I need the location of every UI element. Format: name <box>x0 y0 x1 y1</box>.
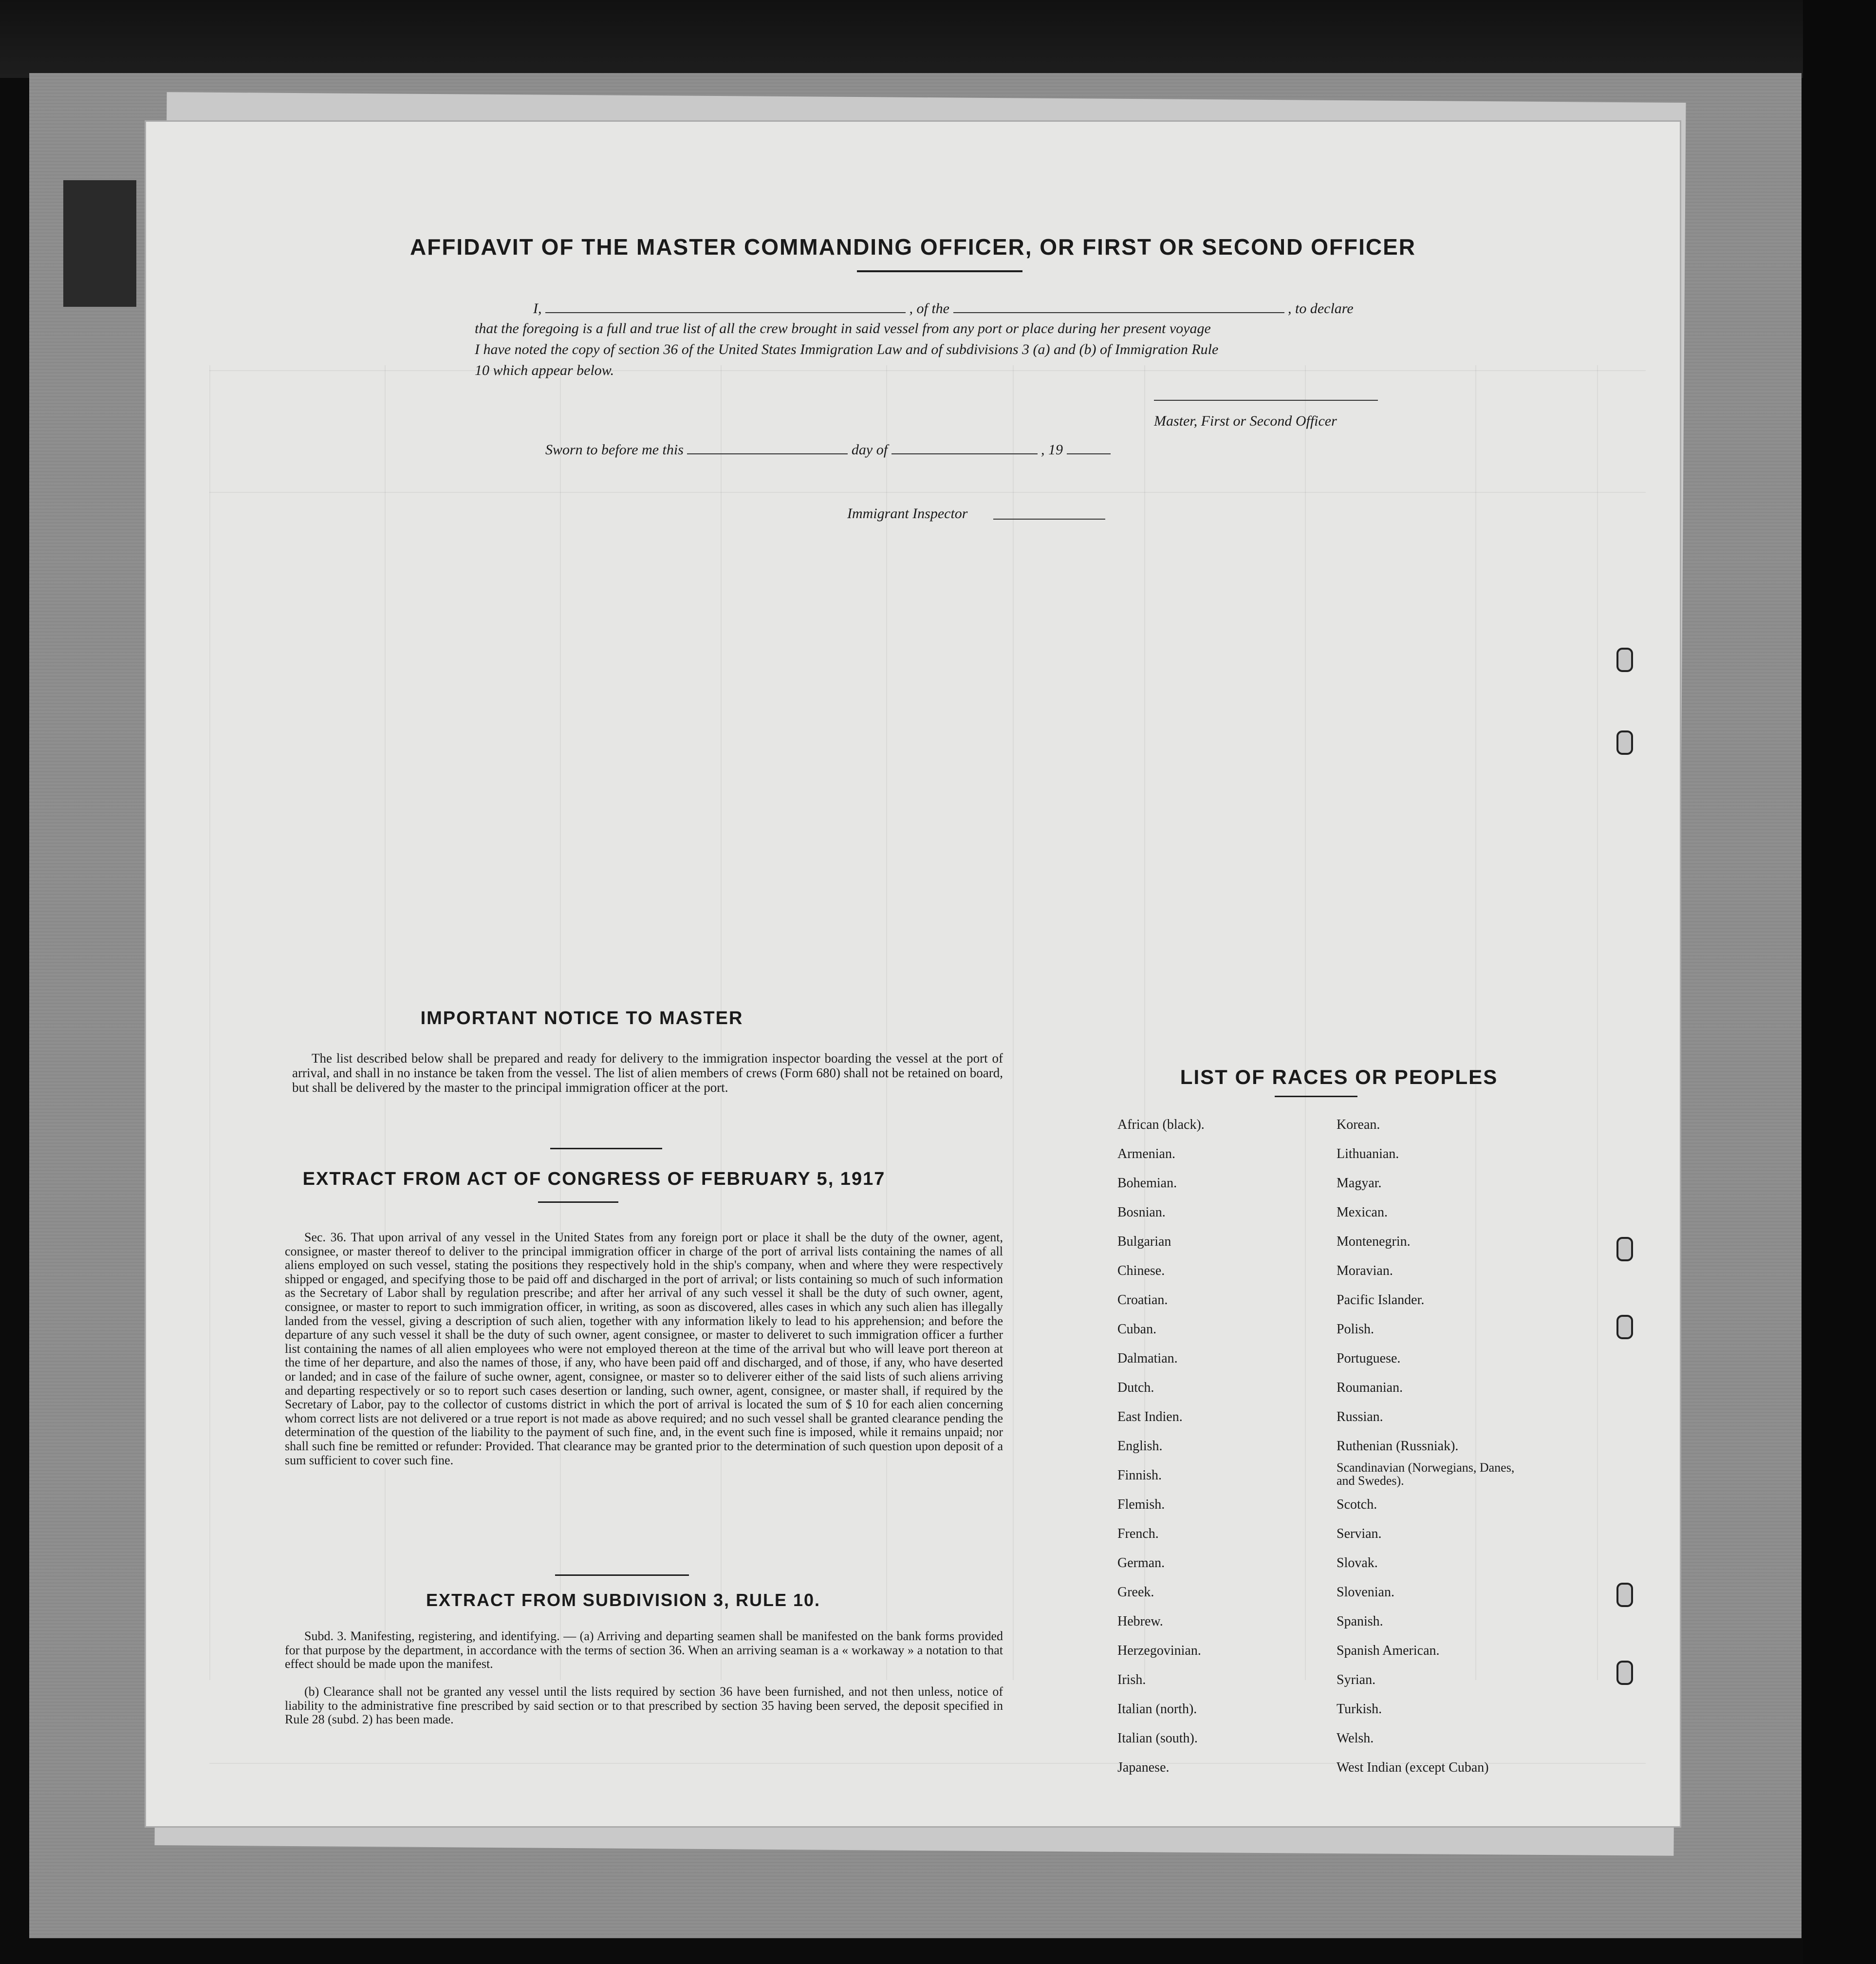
affidavit-line-3: I have noted the copy of section 36 of the United States Immigration Law and of subdivisions 3 (a) and (b) of Immigration Rule <box>475 341 1219 357</box>
race-item: Bosnian. <box>1117 1205 1166 1220</box>
extract-act-rule <box>538 1201 618 1203</box>
binder-hole-2 <box>1616 730 1633 755</box>
notice-rule <box>550 1148 662 1149</box>
day-of-label: day of <box>851 442 888 458</box>
affidavit-to-declare: , to declare <box>1288 300 1354 317</box>
inspector-label: Immigrant Inspector <box>847 505 968 522</box>
race-item: Italian (north). <box>1117 1702 1197 1717</box>
race-item: Bulgarian <box>1117 1234 1171 1249</box>
affidavit-line-1 <box>533 299 1354 317</box>
race-item: Syrian. <box>1337 1672 1376 1687</box>
race-item: Flemish. <box>1117 1497 1165 1512</box>
race-item: Slovak. <box>1337 1555 1378 1571</box>
race-item: Spanish American. <box>1337 1643 1440 1658</box>
affidavit-line-2: that the foregoing is a full and true list of all the crew brought in said vessel from any port or place during her present voyage <box>475 320 1211 337</box>
affidavit-i: I, <box>533 300 542 317</box>
race-item: Roumanian. <box>1337 1380 1403 1395</box>
race-item: Russian. <box>1337 1409 1383 1424</box>
race-item: Korean. <box>1337 1117 1380 1132</box>
race-item: Ruthenian (Russniak). <box>1337 1439 1459 1454</box>
races-title: LIST OF RACES OR PEOPLES <box>1180 1066 1498 1088</box>
race-item: Spanish. <box>1337 1614 1383 1629</box>
vessel-blank[interactable] <box>953 299 1284 313</box>
race-item: Dutch. <box>1117 1380 1154 1395</box>
binder-hole-4 <box>1616 1315 1633 1339</box>
race-item: Bohemian. <box>1117 1176 1177 1191</box>
race-item: Moravian. <box>1337 1263 1393 1278</box>
race-item: Polish. <box>1337 1322 1374 1337</box>
races-left-column <box>1117 1110 1205 1782</box>
binder-hole-5 <box>1616 1583 1633 1607</box>
race-item: Dalmatian. <box>1117 1351 1178 1366</box>
race-item: Hebrew. <box>1117 1614 1163 1629</box>
left-edge-clip <box>63 180 136 307</box>
race-item: Pacific Islander. <box>1337 1292 1425 1308</box>
master-signature-blank[interactable] <box>1154 387 1378 401</box>
race-item: Japanese. <box>1117 1760 1170 1775</box>
sworn-month-blank[interactable] <box>892 441 1038 454</box>
race-item: Mexican. <box>1337 1205 1388 1220</box>
film-border-right <box>1803 0 1876 1964</box>
document-page <box>146 122 1680 1826</box>
race-item: Cuban. <box>1117 1322 1157 1337</box>
race-item: English. <box>1117 1439 1163 1454</box>
sworn-line <box>545 441 1111 458</box>
race-item: Finnish. <box>1117 1468 1162 1483</box>
inspector-blank[interactable] <box>993 519 1105 520</box>
extract-rule-rule <box>555 1574 689 1576</box>
races-right-column <box>1337 1110 1522 1782</box>
race-item: Greek. <box>1117 1585 1154 1600</box>
sworn-year-blank[interactable] <box>1067 441 1111 454</box>
race-item: African (black). <box>1117 1117 1205 1132</box>
race-item: East Indien. <box>1117 1409 1183 1424</box>
race-item: Croatian. <box>1117 1292 1168 1308</box>
race-item: Montenegrin. <box>1337 1234 1411 1249</box>
notice-text: The list described below shall be prepared and ready for delivery to the immigration inspector boarding the vessel at the port of arrival, and shall in no instance be taken from the vessel. The list of alien members of crews (Form 680) shall not be retained on board, but shall be delivered by the master to the principal immigration officer at the port. <box>292 1051 1003 1095</box>
race-item: Armenian. <box>1117 1146 1175 1161</box>
race-item: West Indian (except Cuban) <box>1337 1760 1489 1775</box>
sworn-day-blank[interactable] <box>687 441 848 454</box>
race-item: Scotch. <box>1337 1497 1377 1512</box>
affidavit-title: AFFIDAVIT OF THE MASTER COMMANDING OFFICER, OR FIRST OR SECOND OFFICER <box>410 234 1416 260</box>
sworn-label: Sworn to before me this <box>545 442 684 458</box>
race-item: Slovenian. <box>1337 1585 1394 1600</box>
extract-rule-text-a: Subd. 3. Manifesting, registering, and identifying. — (a) Arriving and departing seamen shall be manifested on the bank forms provided for that purpose by the department, in accordance with the terms of section 36. When an arriving seaman is a « workaway » a notation to that effect should be made upon the manifest. <box>285 1629 1003 1671</box>
race-item: French. <box>1117 1526 1159 1541</box>
race-item: Welsh. <box>1337 1731 1374 1746</box>
race-item: Portuguese. <box>1337 1351 1401 1366</box>
year-label: , 19 <box>1041 442 1063 458</box>
race-item: Turkish. <box>1337 1702 1382 1717</box>
affidavit-line-4: 10 which appear below. <box>475 362 614 378</box>
name-blank[interactable] <box>545 299 906 313</box>
race-item: Lithuanian. <box>1337 1146 1399 1161</box>
notice-title: IMPORTANT NOTICE TO MASTER <box>420 1008 743 1029</box>
race-item: Servian. <box>1337 1526 1382 1541</box>
race-item: German. <box>1117 1555 1165 1571</box>
races-rule <box>1275 1096 1357 1097</box>
binder-hole-3 <box>1616 1237 1633 1261</box>
race-item: Magyar. <box>1337 1176 1382 1191</box>
affidavit-of-the: , of the <box>909 300 949 317</box>
race-item: Scandinavian (Norwegians, Danes, and Swedes). <box>1337 1460 1515 1488</box>
race-item: Herzegovinian. <box>1117 1643 1201 1658</box>
master-label: Master, First or Second Officer <box>1154 413 1337 429</box>
extract-rule-title: EXTRACT FROM SUBDIVISION 3, RULE 10. <box>426 1590 821 1610</box>
film-border-top <box>0 0 1876 78</box>
race-item: Italian (south). <box>1117 1731 1198 1746</box>
race-item: Irish. <box>1117 1672 1146 1687</box>
binder-hole-1 <box>1616 648 1633 672</box>
extract-act-title: EXTRACT FROM ACT OF CONGRESS OF FEBRUARY 5, 1917 <box>302 1169 886 1189</box>
binder-hole-6 <box>1616 1661 1633 1685</box>
race-item: Chinese. <box>1117 1263 1165 1278</box>
extract-act-text: Sec. 36. That upon arrival of any vessel in the United States from any foreign port or place it shall be the duty of the owner, agent, consignee, or master thereof to deliver to the principal immigration officer in charge of the port of arrival lists containing the names of all aliens employed on such vessel, stating the positions they respectively hold in the ship's company, when and where they were respectively shipped or engaged, and specifying those to be paid off and discharged in the port of arrival; or lists containing so much of such information as the Secretary of Labor shall by regulation prescribe; and after her arrival of any such vessel it shall be the duty of such owner, agent, consignee, or master to report to such immigration officer, in writing, as soon as discovered, alles cases in which any such alien has illegally landed from the vessel, giving a description of such alien, together with any information likely to lead to his apprehension; and before the departure of any such vessel it shall be the duty of such owner, agent consignee, or master to deliveret to such immigration officer a further list containing the names of all alien employees who were not employed thereon at the time of the arrival but who will leave port thereon at the time of her departure, and also the names of those, if any, who have been paid off and discharged, and of those, if any, who have deserted or landed; and in case of the failure of suche owner, agent, consignee, or master so to deliverer either of the said lists of such aliens arriving and departing respectively or so to report such cases desertion or landing, such owner, agent, consignee, or master shall, if required by the Secretary of Labor, pay to the collector of customs district in which the port of arrival is located the sum of $ 10 for each alien concerning whom correct lists are not delivered or a true report is not made as above required; and no such vessel shall be granted clearance pending the determination of the question of the liability to the payment of such fine, and, in the event such fine is imposed, while it remains unpaid; nor shall such fine be remitted or refunder: Provided. That clearance may be granted prior to the determination of such question upon deposit of a sum sufficient to cover such fine. <box>285 1230 1003 1467</box>
extract-rule-text-b: (b) Clearance shall not be granted any vessel until the lists required by section 36 have been furnished, and not then unless, notice of liability to the administrative fine prescribed by said section or to that prescribed by section 35 having been served, the deposit specified in Rule 28 (subd. 2) has been made. <box>285 1684 1003 1727</box>
affidavit-rule <box>857 270 1022 272</box>
